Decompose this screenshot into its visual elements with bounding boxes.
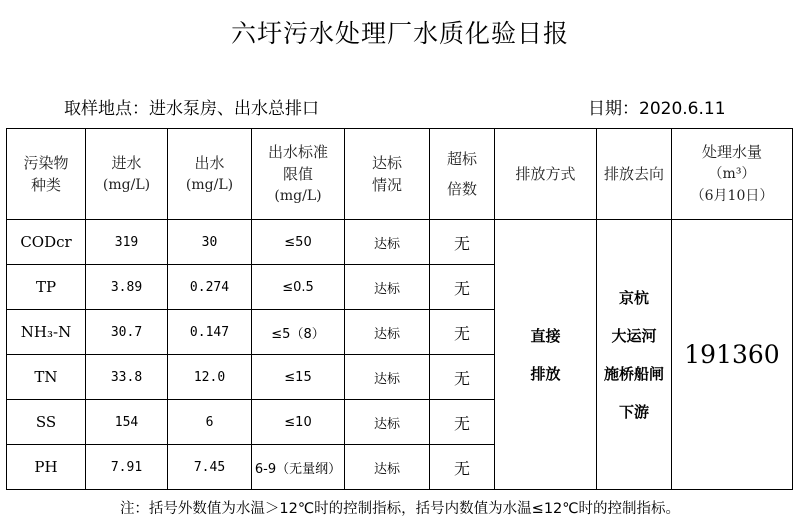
pollutant-name: NH₃-N	[7, 310, 86, 355]
pollutant-name: TN	[7, 355, 86, 400]
inflow-value: 154	[86, 400, 168, 445]
sampling-location: 取样地点：进水泵房、出水总排口	[64, 99, 319, 119]
report-title: 六圩污水处理厂水质化验日报	[230, 19, 569, 48]
outflow-value: 7.45	[168, 445, 252, 490]
pollutant-name: TP	[7, 265, 86, 310]
exceed-value: 无	[430, 355, 495, 400]
footnote: 注：括号外数值为水温＞12℃时的控制指标，括号内数值为水温≤12℃时的控制指标。	[119, 501, 681, 517]
header-limit: 出水标准 限值 (mg/L)	[252, 129, 345, 220]
limit-value: ≤15	[252, 355, 345, 400]
header-volume: 处理水量 （m³） （6月10日）	[672, 129, 793, 220]
compliance-status: 达标	[345, 265, 430, 310]
inflow-value: 3.89	[86, 265, 168, 310]
pollutant-name: SS	[7, 400, 86, 445]
treated-volume-value: 191360	[672, 220, 793, 490]
limit-value: ≤10	[252, 400, 345, 445]
header-discharge-method: 排放方式	[495, 129, 597, 220]
limit-value: ≤0.5	[252, 265, 345, 310]
limit-value: ≤50	[252, 220, 345, 265]
outflow-value: 30	[168, 220, 252, 265]
exceed-value: 无	[430, 310, 495, 355]
outflow-value: 6	[168, 400, 252, 445]
table-row	[7, 220, 793, 265]
header-row	[7, 129, 793, 220]
inflow-value: 33.8	[86, 355, 168, 400]
outflow-value: 12.0	[168, 355, 252, 400]
report-date: 日期：2020.6.11	[588, 99, 726, 119]
header-pollutant: 污染物 种类	[7, 129, 86, 220]
exceed-value: 无	[430, 400, 495, 445]
exceed-value: 无	[430, 265, 495, 310]
exceed-value: 无	[430, 220, 495, 265]
header-inflow: 进水 (mg/L)	[86, 129, 168, 220]
discharge-method-cell: 直接 排放	[495, 220, 597, 490]
header-discharge-dest: 排放去向	[597, 129, 672, 220]
discharge-destination-cell: 京杭 大运河 施桥船闸 下游	[597, 220, 672, 490]
compliance-status: 达标	[345, 445, 430, 490]
outflow-value: 0.274	[168, 265, 252, 310]
pollutant-name: PH	[7, 445, 86, 490]
header-outflow: 出水 (mg/L)	[168, 129, 252, 220]
header-exceed: 超标 倍数	[430, 129, 495, 220]
compliance-status: 达标	[345, 220, 430, 265]
inflow-value: 30.7	[86, 310, 168, 355]
header-compliance: 达标 情况	[345, 129, 430, 220]
outflow-value: 0.147	[168, 310, 252, 355]
compliance-status: 达标	[345, 310, 430, 355]
inflow-value: 319	[86, 220, 168, 265]
compliance-status: 达标	[345, 355, 430, 400]
limit-value: 6-9（无量纲）	[252, 445, 345, 490]
water-quality-table	[6, 128, 793, 490]
exceed-value: 无	[430, 445, 495, 490]
limit-value: ≤5（8）	[252, 310, 345, 355]
pollutant-name: CODcr	[7, 220, 86, 265]
compliance-status: 达标	[345, 400, 430, 445]
inflow-value: 7.91	[86, 445, 168, 490]
